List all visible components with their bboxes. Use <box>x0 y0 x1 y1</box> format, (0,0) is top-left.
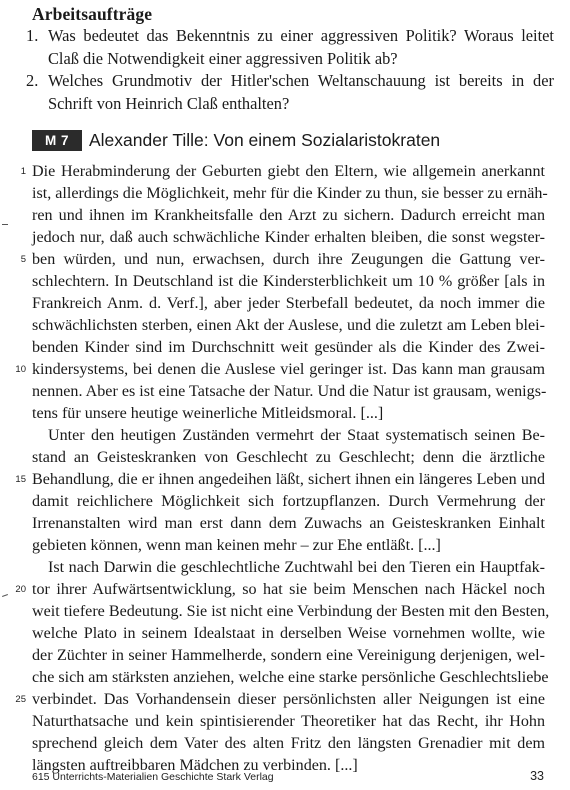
page-number: 33 <box>530 769 544 783</box>
text-line: schwächlichsten sterben, einen Akt der Auslese, und die zuletzt am Leben blei- <box>32 317 545 334</box>
task-text: Was bedeutet das Bekenntnis zu einer aggressiven Politik? Woraus leitet Claß die Notwendigkeit einer aggressiven Politik ab? <box>48 26 554 68</box>
task-number: 1. <box>26 26 39 45</box>
task-number: 2. <box>26 71 39 90</box>
tasks-heading: Arbeitsaufträge <box>32 4 153 24</box>
text-line: ist, allerdings die Möglichkeit, mehr für die Kinder zu thun, sie besser zu ernäh- <box>32 185 548 202</box>
text-line: ren und ihnen im Krankheitsfalle den Arzt zu sichern. Dadurch erreicht man <box>32 207 545 224</box>
line-number: 10 <box>15 364 26 375</box>
text-line: verbindet. Das Vorhandensein dieser persönlichsten aller Neigungen ist eine <box>32 691 545 708</box>
text-line: schlechtern. In Deutschland ist die Kindersterblichkeit um 10 % größer [als in <box>32 273 545 290</box>
text-line: nennen. Aber es ist eine Tatsache der Natur. Und die Natur ist grausam, wenigs- <box>32 383 547 400</box>
line-number: 25 <box>15 694 26 705</box>
text-line: ben würden, und nun, erwachsen, durch ihre Zeugungen die Gattung ver- <box>32 251 545 268</box>
text-line: tens für unsere heutige weinerliche Mitleidsmoral. [...] <box>32 405 384 422</box>
text-line: stand an Geisteskranken von Geschlecht zu Geschlecht; denn die ärztliche <box>32 449 545 466</box>
text-line: Naturthatsache und kein spintisierender Theoretiker hat das Recht, ihr Hohn <box>32 713 545 730</box>
text-line: weit tiefere Bedeutung. Sie ist nicht eine Verbindung der Besten mit den Besten, <box>32 603 550 620</box>
task-item <box>26 25 554 70</box>
text-line: Die Herabminderung der Geburten giebt den Eltern, wie allgemein anerkannt <box>32 163 545 180</box>
footer-source: 615 Unterrichts-Materialien Geschichte Stark Verlag <box>32 771 274 783</box>
line-number: 1 <box>20 166 26 177</box>
text-line: benden Kinder sind im Durchschnitt weit gesünder als die Kinder des Zwei- <box>32 339 545 356</box>
text-line: Ist nach Darwin die geschlechtliche Zuchtwahl bei den Tieren ein Hauptfak- <box>48 559 545 576</box>
margin-mark <box>2 594 8 597</box>
text-line: Irrenanstalten wird man erst dann dem Zuwachs an Geisteskranken Einhalt <box>32 515 545 532</box>
text-line: Unter den heutigen Zuständen vermehrt der Staat systematisch seinen Be- <box>48 427 545 444</box>
task-item <box>26 70 554 115</box>
text-line: Behandlung, die er ihnen angedeihen läßt, sichert ihnen ein längeres Leben und <box>32 471 545 488</box>
line-number: 20 <box>15 584 26 595</box>
text-line: tor ihrer Aufwärtsentwicklung, so hat sie beim Menschen nach Häckel noch <box>32 581 545 598</box>
text-line: Frankreich Anm. d. Verf.], aber jeder Sterbefall bedeutet, da noch immer die <box>32 295 545 312</box>
material-title: Alexander Tille: Von einem Sozialaristokraten <box>89 130 441 150</box>
line-number: 15 <box>15 474 26 485</box>
text-line: sprechend gleich dem Vater des alten Fritz den längsten Grenadier mit dem <box>32 735 545 752</box>
text-line: damit reichlichere Möglichkeit sich fortzupflanzen. Durch Vermehrung der <box>32 493 545 510</box>
material-label-badge: M 7 <box>32 130 82 151</box>
margin-mark <box>2 224 8 225</box>
task-text: Welches Grundmotiv der Hitler'schen Weltanschauung ist bereits in der Schrift von Heinrich Claß enthalten? <box>48 71 554 113</box>
text-line: che sich am stärksten anziehen, welche eine starke persönliche Geschlechtsliebe <box>32 669 549 686</box>
line-number: 5 <box>20 254 26 265</box>
text-line: welche Plato in seinem Idealstaat in derselben Weise vornehmen wollte, wie <box>32 625 545 642</box>
text-line: jedoch nur, daß auch schwächliche Kinder erhalten bleiben, die sonst wegster- <box>32 229 545 246</box>
text-line: gebieten können, wenn man keinen mehr – zur Ehe entläßt. [...] <box>32 537 441 554</box>
text-line: kindersystems, bei denen die Auslese viel geringer ist. Das kann man grausam <box>32 361 545 378</box>
text-line: längsten auftreibbaren Mädchen zu verbinden. [...] <box>32 757 358 774</box>
text-line: der Züchter in seiner Hammelherde, sondern eine Vereinigung derjenigen, wel- <box>32 647 545 664</box>
